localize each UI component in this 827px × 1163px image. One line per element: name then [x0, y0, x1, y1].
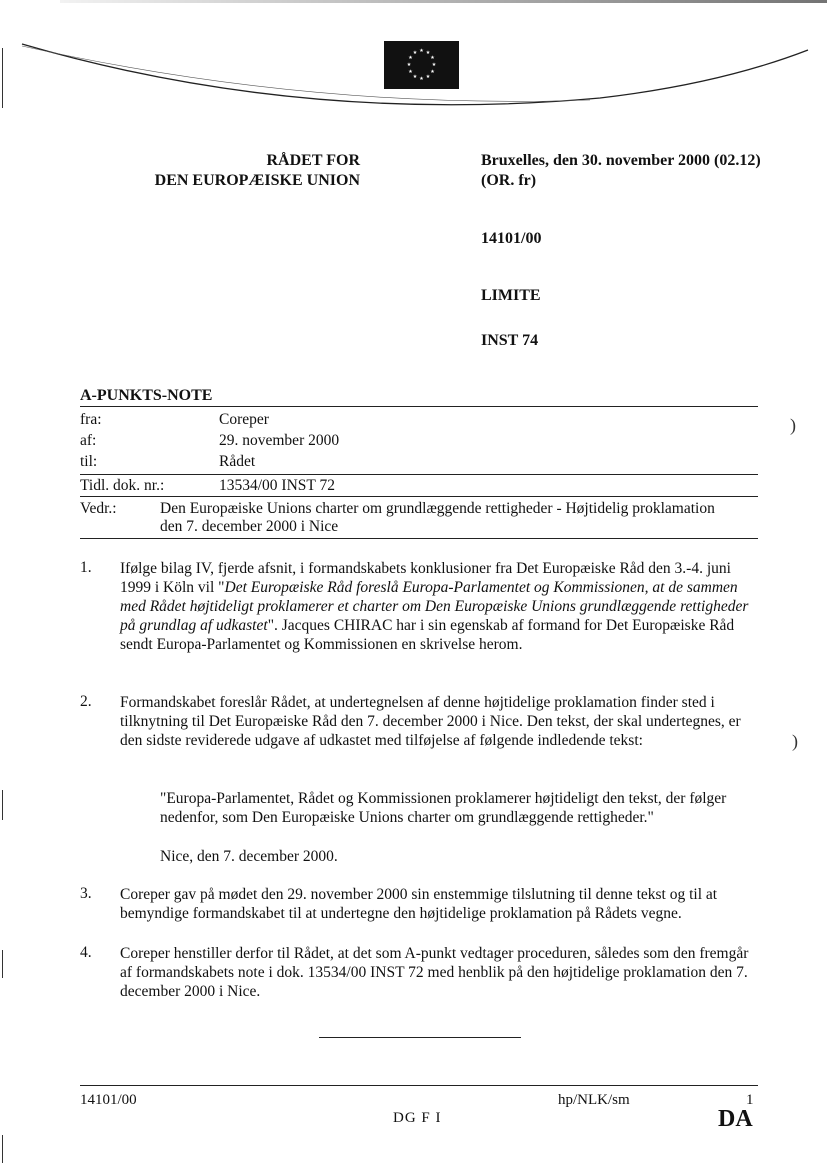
svg-text:★: ★ [430, 55, 435, 61]
rule-under-title [80, 406, 758, 407]
place-date-block [481, 151, 811, 191]
svg-text:★: ★ [430, 69, 435, 75]
field-value-from: Coreper [219, 411, 269, 428]
scan-top-edge [60, 0, 827, 3]
svg-text:★: ★ [406, 62, 412, 68]
svg-text:★: ★ [425, 50, 431, 56]
paragraph-1-intro: Ifølge bilag IV, fjerde afsnit, i formandskabets konklusioner fra Det Europæiske Råd den 3.-4. juni 1999 i Köln vil " [120, 560, 731, 596]
rule-before-subject [80, 496, 758, 497]
place-date: Bruxelles, den 30. november 2000 (02.12) [481, 152, 761, 169]
end-rule [319, 1037, 521, 1038]
margin-mark: ) [790, 415, 796, 435]
paragraph-1 [120, 559, 760, 654]
scan-mark [2, 790, 3, 820]
proclamation-date: Nice, den 7. december 2000. [160, 848, 338, 865]
council-name [100, 151, 360, 191]
paragraph-3: Coreper gav på mødet den 29. november 2000 sin enstemmige tilslutning til denne tekst og til at bemyndige formandskabet til at undertegne den højtidelige proklamation på Rådets vegne. [120, 886, 718, 922]
svg-text:★: ★ [408, 69, 413, 75]
paragraph-4: Coreper henstiller derfor til Rådet, at det som A-punkt vedtager proceduren, således som den fremgår af formandskabets note i dok. 13534/00 INST 72 med henblik på den højtidelige proklamation den 7. december 2000 i Nice. [120, 945, 749, 1000]
note-title: A-PUNKTS-NOTE [80, 387, 213, 404]
svg-text:★: ★ [412, 50, 418, 56]
original-language: (OR. fr) [481, 172, 537, 189]
paragraph-number-2: 2. [80, 693, 92, 710]
prev-doc-value: 13534/00 INST 72 [219, 477, 335, 494]
paragraph-1-outro: ". Jacques CHIRAC har i sin egenskab af formand for Det Europæiske Råd sendt Europa-Parlamentet og Kommissionen en skrivelse herom. [120, 617, 735, 653]
language-code: DA [718, 1106, 753, 1132]
doc-code: INST 74 [481, 332, 539, 349]
council-line-1: RÅDET FOR [266, 152, 360, 169]
subject-label: Vedr.: [80, 500, 117, 517]
council-line-2: DEN EUROPÆISKE UNION [154, 172, 360, 189]
field-value-date: 29. november 2000 [219, 432, 340, 449]
paragraph-number-4: 4. [80, 944, 92, 961]
paragraph-number-3: 3. [80, 885, 92, 902]
footer-reference: hp/NLK/sm [558, 1092, 630, 1108]
classification: LIMITE [481, 287, 541, 304]
doc-number: 14101/00 [481, 230, 542, 247]
scan-mark [2, 950, 3, 978]
page-number: 1 [746, 1092, 754, 1108]
svg-text:★: ★ [412, 74, 418, 80]
subject-value: Den Europæiske Unions charter om grundlæggende rettigheder - Højtidelig proklamation den 7. december 2000 i Nice [160, 500, 715, 535]
footer-rule [80, 1085, 758, 1086]
scan-mark [2, 1135, 3, 1163]
prev-doc-label: Tidl. dok. nr.: [80, 477, 165, 494]
margin-mark: ) [792, 731, 798, 751]
paragraph-number-1: 1. [80, 559, 92, 576]
proclamation-quote: "Europa-Parlamentet, Rådet og Kommissionen proklamerer højtideligt den tekst, der følger nedenfor, som Den Europæiske Unions charter om grundlæggende rettigheder." [160, 790, 727, 826]
svg-text:★: ★ [419, 76, 424, 82]
rule-before-ref [80, 474, 758, 475]
field-value-to: Rådet [219, 453, 256, 470]
svg-text:★: ★ [419, 48, 424, 54]
svg-text:★: ★ [425, 74, 431, 80]
paragraph-2: Formandskabet foreslår Rådet, at undertegnelsen af denne højtidelige proklamation finder sted i tilknytning til Det Europæiske Råd den 7. december 2000 i Nice. Den tekst, der skal undertegnes, er den sidste reviderede udgave af udkastet med tilføjelse af følgende indledende tekst: [120, 694, 741, 749]
footer-doc-number: 14101/00 [80, 1092, 137, 1108]
field-label-from: fra: [80, 411, 102, 428]
footer-department: DG F I [393, 1110, 442, 1126]
svg-text:★: ★ [408, 55, 413, 61]
svg-text:★: ★ [431, 62, 437, 68]
rule-after-subject [80, 538, 758, 539]
eu-flag-icon [384, 41, 459, 89]
field-label-date: af: [80, 432, 97, 449]
field-label-to: til: [80, 453, 98, 470]
paragraph-1-quote: Det Europæiske Råd foreslå Europa-Parlamentet og Kommissionen, at de sammen med Rådet højtideligt proklamerer et charter om Den Europæiske Unions grundlæggende rettigheder på grundlag af udkastet [120, 579, 749, 634]
